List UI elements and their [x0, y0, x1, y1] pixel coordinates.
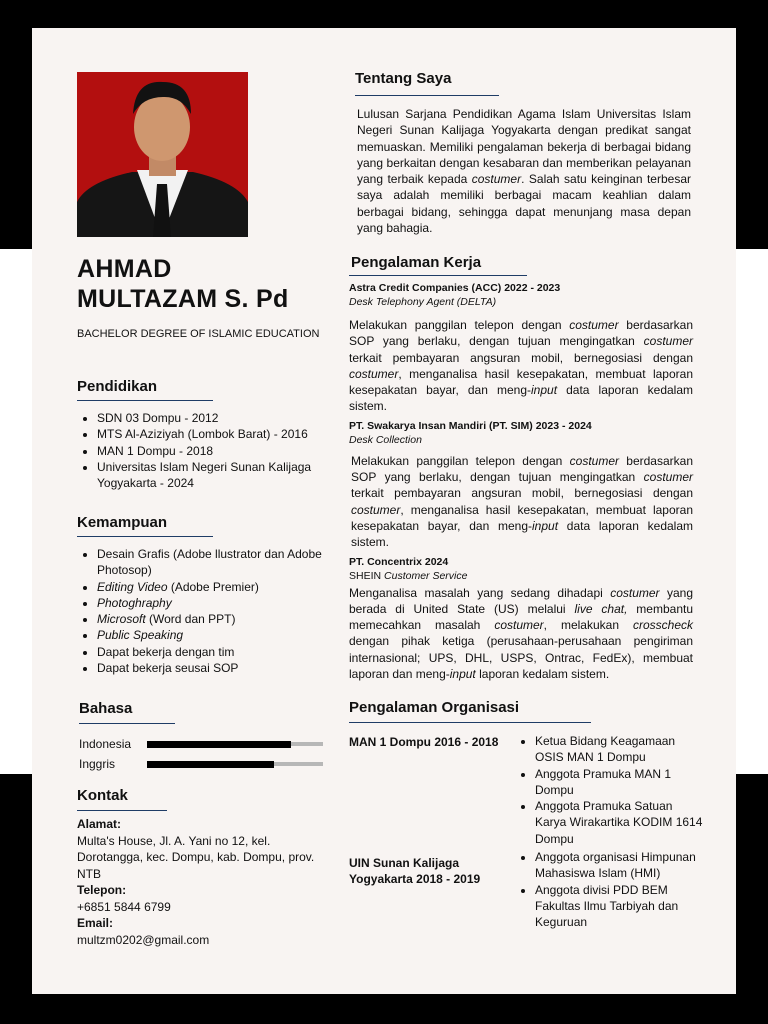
- email-label: Email:: [77, 916, 114, 930]
- language-name: Inggris: [79, 757, 116, 771]
- section-divider: [77, 400, 213, 401]
- section-title: Pengalaman Organisasi: [349, 699, 520, 716]
- frame-right-lower: [736, 774, 768, 1024]
- language-name: Indonesia: [79, 737, 132, 751]
- address-label: Alamat:: [77, 817, 122, 831]
- person-photo-icon: [77, 72, 248, 237]
- list-item: • Universitas Islam Negeri Sunan Kalijaga Yogyakarta - 2024: [97, 459, 337, 492]
- section-title: Kemampuan: [77, 514, 168, 531]
- section-title: Pengalaman Kerja: [351, 254, 482, 271]
- frame-right-upper: [736, 0, 768, 249]
- section-title: Pendidikan: [77, 378, 158, 395]
- list-item: • Anggota Pramuka MAN 1 Dompu: [535, 766, 705, 799]
- language-row: [79, 754, 339, 774]
- section-divider: [355, 95, 499, 96]
- degree-title: BACHELOR DEGREE OF ISLAMIC EDUCATION: [77, 328, 320, 340]
- section-title: Bahasa: [79, 700, 133, 717]
- section-divider: [77, 536, 213, 537]
- profile-photo: [77, 72, 248, 237]
- language-level-fill: [147, 741, 291, 748]
- language-level-track: [147, 762, 323, 766]
- section-organisasi: [349, 699, 693, 723]
- about-text: Lulusan Sarjana Pendidikan Agama Islam Universitas Islam Negeri Sunan Kalijaga Yogyakarta dengan predikat sangat memuaskan. Memiliki pengalaman bekerja di berbagai bidang yang berkaitan dengan kesabaran dan memberikan pelayanan yang terbaik kepada costumer. Salah satu keinginan terbesar saya adalah memiliki berbagai macam keahlian dalam berbagai bidang, sehingga dapat menunjang masa depan yang bahagia.: [357, 107, 691, 236]
- language-row: [79, 734, 339, 754]
- job-description: Melakukan panggilan telepon dengan costumer berdasarkan SOP yang berlaku, dengan tujuan mengingatkan costumer terkait pembayaran angsuran mobil, bernegosiasi dengan costumer, menganalisa hasil kesepakatan, membuat laporan kesepakatan bayar, dan meng-input data laporan kedalam sistem.: [351, 453, 693, 550]
- list-item: • MTS Al-Aziziyah (Lombok Barat) - 2016: [97, 426, 337, 442]
- skills-list: [77, 546, 333, 676]
- section-bahasa: [79, 700, 339, 774]
- section-tentang: [355, 70, 693, 236]
- list-item: • Editing Video (Adobe Premier): [97, 579, 333, 595]
- list-item: • MAN 1 Dompu - 2018: [97, 443, 337, 459]
- job-title: PT. Concentrix 2024: [349, 555, 449, 568]
- frame-bottom: [0, 994, 768, 1024]
- section-kerja: [349, 254, 693, 682]
- frame-left-lower: [0, 774, 32, 1024]
- section-divider: [79, 723, 175, 724]
- frame-top: [0, 0, 768, 28]
- list-item: • Dapat bekerja dengan tim: [97, 644, 333, 660]
- org-name: UIN Sunan Kalijaga Yogyakarta 2018 - 2019: [349, 856, 481, 886]
- email-value[interactable]: multzm0202@gmail.com: [77, 932, 210, 947]
- address-value: Multa's House, Jl. A. Yani no 12, kel. Dorotangga, kec. Dompu, kab. Dompu, prov. NTB: [77, 833, 315, 881]
- list-item: • Anggota organisasi Himpunan Mahasiswa Islam (HMI): [535, 849, 715, 882]
- section-kontak: [77, 787, 332, 948]
- section-divider: [349, 275, 527, 276]
- language-list: [79, 734, 339, 774]
- list-item: • Anggota divisi PDD BEM Fakultas Ilmu Tarbiyah dan Keguruan: [535, 882, 715, 931]
- list-item: • Photoghraphy: [97, 595, 333, 611]
- list-item: • Dapat bekerja seusai SOP: [97, 660, 333, 676]
- job-title: Astra Credit Companies (ACC) 2022 - 2023: [349, 282, 561, 294]
- job-title: PT. Swakarya Insan Mandiri (PT. SIM) 2023 - 2024: [349, 419, 592, 432]
- job-description: Melakukan panggilan telepon dengan costumer berdasarkan SOP yang berlaku, dengan tujuan mengingatkan costumer terkait pembayaran angsuran mobil, bernegosiasi dengan costumer, menganalisa hasil kesepakatan, membuat laporan kesepakatan bayar, dan meng-input data laporan kedalam sistem.: [349, 318, 694, 414]
- list-item: • Ketua Bidang Keagamaan OSIS MAN 1 Dompu: [535, 733, 705, 766]
- job-role: Desk Telephony Agent (DELTA): [349, 296, 497, 308]
- contact-details: [77, 816, 332, 948]
- frame-left-upper: [0, 0, 32, 249]
- org-name: MAN 1 Dompu 2016 - 2018: [349, 735, 499, 749]
- language-level-track: [147, 742, 323, 746]
- section-title: Kontak: [77, 787, 128, 804]
- section-divider: [77, 810, 167, 811]
- list-item: • SDN 03 Dompu - 2012: [97, 410, 337, 426]
- language-level-fill: [147, 761, 274, 768]
- list-item: • Desain Grafis (Adobe llustrator dan Adobe Photosop): [97, 546, 333, 579]
- list-item: • Anggota Pramuka Satuan Karya Wirakartika KODIM 1614 Dompu: [535, 798, 705, 847]
- full-name: [77, 254, 289, 314]
- section-title: Tentang Saya: [355, 70, 452, 87]
- org-roles-list: [515, 849, 715, 930]
- phone-value[interactable]: +6851 5844 6799: [77, 899, 171, 914]
- section-pendidikan: [77, 378, 337, 491]
- name-line-1: AHMAD: [77, 255, 172, 283]
- name-line-2: MULTAZAM S. Pd: [77, 285, 289, 313]
- org-roles-list: [515, 733, 705, 847]
- section-divider: [349, 722, 591, 723]
- list-item: • Microsoft (Word dan PPT): [97, 611, 333, 627]
- job-role: Desk Collection: [349, 433, 422, 446]
- section-kemampuan: [77, 514, 337, 676]
- job-role: SHEIN Customer Service: [349, 569, 468, 582]
- job-description: Menganalisa masalah yang sedang dihadapi costumer yang berada di United State (US) melalui live chat, membantu memecahkan masalah costumer, melakukan crosscheck dengan pihak ketiga (perusahaan-perusahaan pengiriman internasional; UPS, DHL, USPS, Ontrac, FedEx), membuat laporan dan meng-input laporan kedalam sistem.: [349, 585, 693, 682]
- list-item: • Public Speaking: [97, 627, 333, 643]
- education-list: [77, 410, 337, 491]
- phone-label: Telepon:: [77, 883, 127, 897]
